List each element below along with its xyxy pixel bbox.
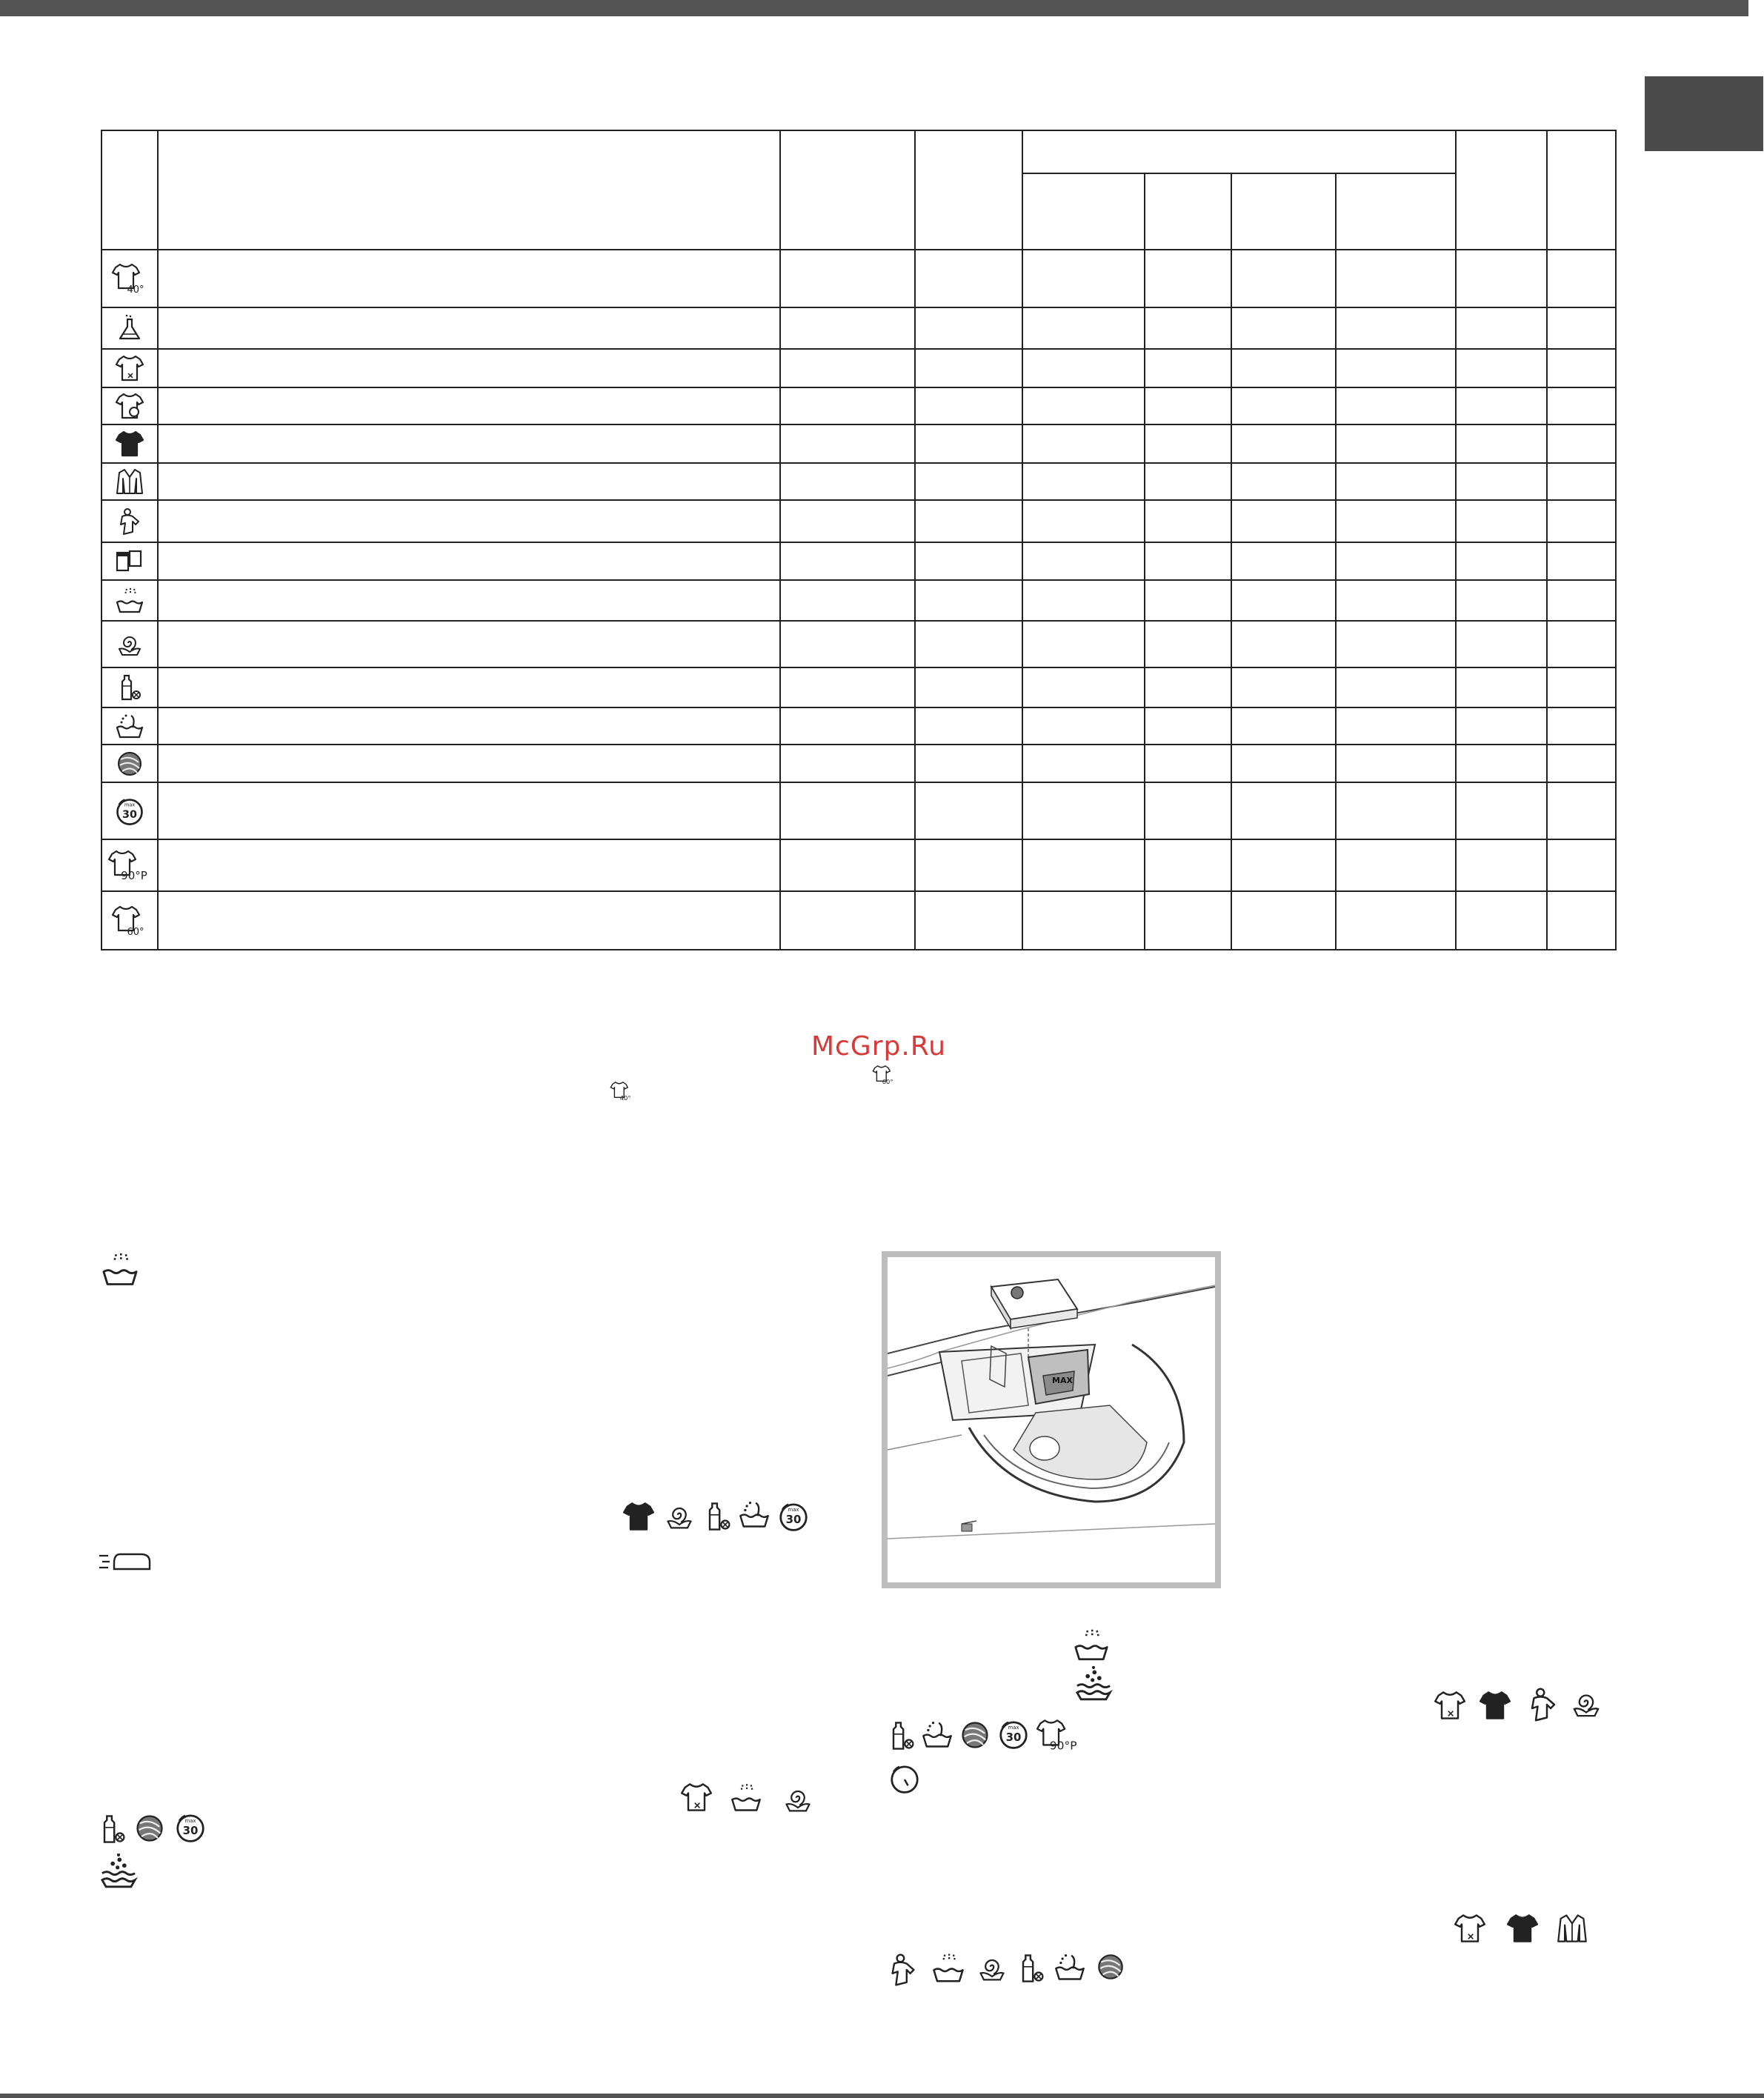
tshirt-filled-icon (1506, 1912, 1539, 1945)
shirt-icon (101, 463, 158, 500)
top-bar (0, 0, 1748, 16)
table-row (101, 424, 1616, 463)
tshirt-40-inline-icon (610, 1080, 633, 1102)
baby-bottle-icon (885, 1717, 918, 1754)
tshirt-filled-icon (1479, 1689, 1511, 1722)
svg-text:90°P: 90°P (1049, 1739, 1077, 1753)
table-row (101, 621, 1616, 667)
baby-bottle-icon (101, 667, 158, 707)
shirt-icon (1556, 1912, 1588, 1945)
table-row (101, 745, 1616, 782)
program-table (101, 130, 1617, 950)
header-cell (1456, 130, 1547, 250)
wool-ball-icon (133, 1812, 166, 1845)
bubbles-basin-icon (1074, 1665, 1113, 1703)
tshirt-filled-icon (101, 424, 158, 463)
svg-text:30: 30 (182, 1824, 199, 1838)
spiral-basin-icon (663, 1498, 696, 1535)
table-row (101, 580, 1616, 621)
svg-text:30: 30 (122, 808, 137, 821)
svg-text:max: max (184, 1818, 196, 1825)
table-row (101, 782, 1616, 839)
spiral-basin-icon (101, 621, 158, 667)
tshirt-cross-icon (1434, 1689, 1466, 1722)
max-30-icon (776, 1499, 811, 1533)
delay-timer-icon (888, 1762, 922, 1796)
tshirt-cross-icon (680, 1781, 713, 1814)
table-row (101, 307, 1616, 349)
max-30-icon (173, 1811, 207, 1845)
jacket-icon (1525, 1686, 1562, 1723)
tshirt-90p-icon (1036, 1717, 1082, 1753)
tshirt-40-icon (101, 250, 158, 307)
spiral-basin-icon (976, 1950, 1008, 1987)
basin-drops-icon (101, 1251, 139, 1289)
header-cell (915, 130, 1022, 250)
table-row (101, 250, 1616, 307)
bottom-bar (0, 2094, 1764, 2098)
svg-text:90°P: 90°P (121, 869, 147, 882)
wool-ball-icon (101, 745, 158, 782)
baby-bottle-icon (702, 1498, 734, 1535)
basin-hand-icon (921, 1717, 953, 1751)
table-row (101, 707, 1616, 745)
svg-text:40°: 40° (127, 284, 144, 296)
subheader-cell (1145, 173, 1231, 250)
header-cell (158, 130, 780, 250)
svg-text:60°: 60° (882, 1078, 893, 1086)
detergent-drawer-figure (882, 1251, 1221, 1588)
spiral-basin-icon (1569, 1685, 1603, 1723)
svg-text:MAX: MAX (1052, 1376, 1073, 1385)
max-30-icon (996, 1717, 1031, 1751)
tshirt-90p-icon (101, 839, 158, 891)
watermark: McGrp.Ru (811, 1031, 947, 1062)
svg-text:max: max (1008, 1725, 1019, 1731)
svg-text:max: max (788, 1507, 799, 1513)
basin-drops-icon (1073, 1627, 1110, 1664)
subheader-cell (1231, 173, 1336, 250)
table-row (101, 463, 1616, 500)
baby-bottle-icon (96, 1811, 129, 1848)
table-row (101, 667, 1616, 707)
tshirt-60-icon (101, 891, 158, 950)
table-row (101, 891, 1616, 950)
wool-ball-icon (1095, 1951, 1126, 1982)
table-row (101, 542, 1616, 580)
basin-hand-icon (101, 707, 158, 745)
flask-icon (101, 307, 158, 349)
header-group-cell (1022, 130, 1456, 173)
basin-drops-icon (931, 1951, 965, 1985)
max-30-icon (101, 782, 158, 839)
tshirt-stain-icon (101, 387, 158, 424)
table-row (101, 839, 1616, 891)
spiral-basin-icon (782, 1781, 814, 1818)
basin-hand-icon (738, 1496, 770, 1532)
header-cell (1547, 130, 1616, 250)
subheader-cell (1022, 173, 1145, 250)
table-row (101, 387, 1616, 424)
basin-hand-icon (1054, 1950, 1086, 1984)
towels-icon (101, 542, 158, 580)
tshirt-filled-icon (622, 1500, 655, 1533)
table-row (101, 349, 1616, 387)
bubbles-basin-icon (99, 1852, 138, 1891)
language-tab (1645, 76, 1763, 151)
svg-text:30: 30 (785, 1513, 802, 1527)
table-row (101, 500, 1616, 542)
baby-bottle-icon (1015, 1950, 1048, 1987)
tshirt-cross-icon (101, 349, 158, 387)
jacket-icon (101, 500, 158, 542)
basin-drops-icon (101, 580, 158, 621)
jacket-icon (885, 1951, 921, 1988)
tshirt-60-inline-icon (872, 1064, 896, 1086)
svg-text:30: 30 (1005, 1731, 1022, 1745)
wool-ball-icon (959, 1719, 991, 1751)
svg-text:60°: 60° (127, 926, 144, 938)
detergent-drawer-illustration (888, 1257, 1215, 1582)
subheader-cell (1336, 173, 1456, 250)
table-header-row (101, 130, 1616, 173)
header-cell (101, 130, 158, 250)
header-cell (780, 130, 915, 250)
svg-text:max: max (124, 801, 136, 807)
basin-drops-icon (730, 1781, 762, 1815)
iron-icon (98, 1545, 157, 1575)
tshirt-cross-icon (1454, 1912, 1486, 1945)
svg-text:40°: 40° (619, 1094, 631, 1102)
